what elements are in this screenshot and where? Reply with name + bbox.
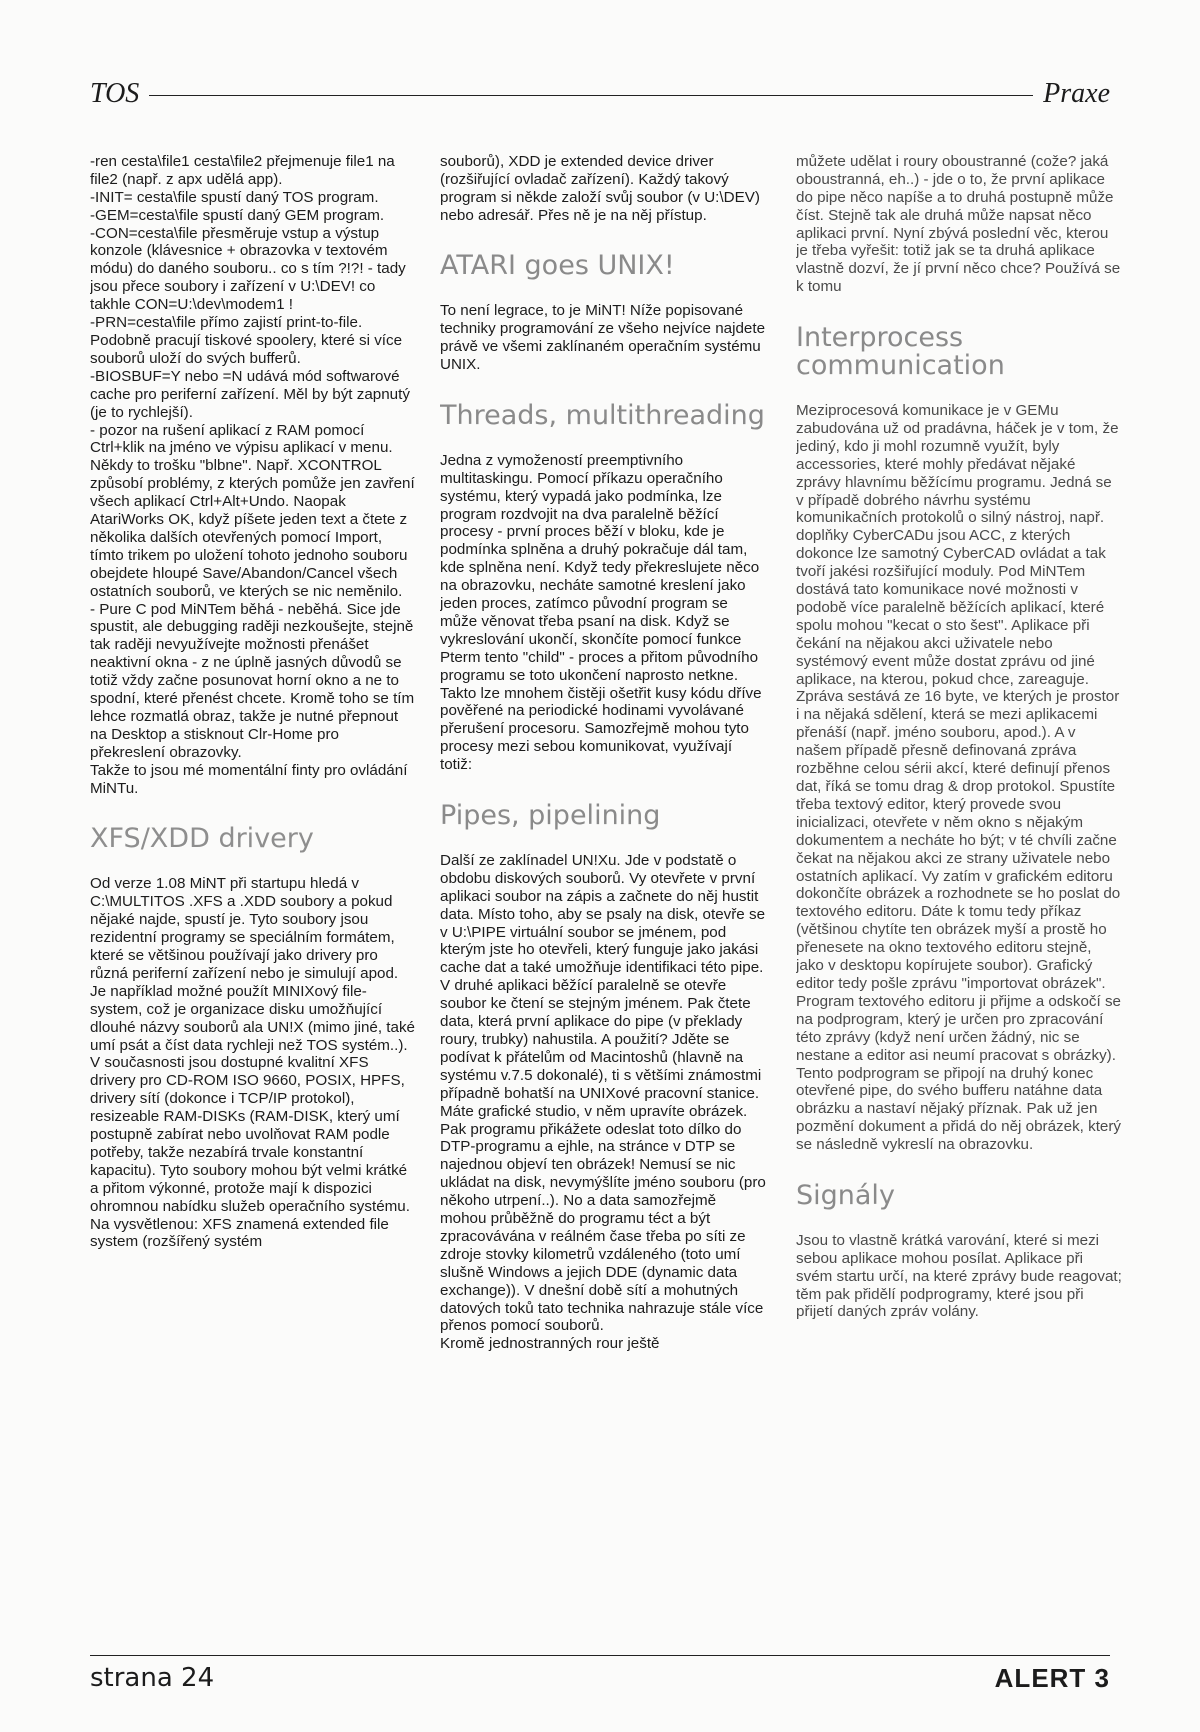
paragraph: To není legrace, to je MiNT! Níže popisované techniky programování ze všeho nejvíce najdete právě ve všemi zaklínaném operačním systému UNIX. (440, 302, 766, 374)
paragraph: můžete udělat i roury oboustranné (cože? jaká oboustranná, eh..) - jde o to, že první aplikace do pipe něco napíše a to druhá postupně může číst. Stejně tak ale druhá může napsat něco aplikaci první. Nyní zbývá poslední věc, kterou je třeba vyřešit: totiž jak se ta druhá aplikace vlastně dozví, že jí první něco chce? Používá se k tomu (796, 152, 1121, 296)
paragraph: Meziprocesová komunikace je v GEMu zabudována už od pradávna, háček je v tom, že jediný, kdo ji mohl rozumně využít, byly accessories, které mohly předávat nějaké zprávy hlavnímu běžícímu programu. Jedná se v případě dobrého návrhu systému komunikačních protokolů o silný nástroj, např. doplňky CyberCADu jsou ACC, z kterých dokonce lze samotný CyberCAD ovládat a tak tvoří jakési rozšiřující moduly. Pod MiNTem dostává tato komunikace nové možnosti v podobě více paralelně běžících aplikací, které spolu mohou "kecat o sto šest". Aplikace při čekání na nějakou akci uživatele nebo systémový event může dostat zprávu od jiné aplikace, na kterou, pokud chce, zareaguje. Zpráva sestává ze 16 byte, ve kterých je prostor i na nějaká sdělení, která se mezi aplikacemi přenáší (např. jméno souboru, apod.). A v našem případě přesně definovaná zpráva rozběhne celou sérii akcí, které definují přenos dat, říká se tomu drag & drop protokol. Spustíte třeba textový editor, který provede svou inicializaci, otevřete v něm okno s nějakým dokumentem a necháte ho být; v té chvíli začne čekat na nějakou akci ze strany uživatele nebo ostatních aplikací. Vy zatím v grafickém editoru dokončíte obrázek a rozhodnete se ho poslat do textového editoru. Dáte k tomu tedy příkaz (většinou chytíte ten obrázek myší a prostě ho přenesete na okno textového editoru stejně, jako v desktopu kopírujete soubor). Grafický editor tedy pošle zprávu "importovat obrázek". Program textového editoru ji přijme a odskočí se na podprogram, který je určen pro zpracování této zprávy (když není určen žádný, nic se nestane a editor asi neumí pracovat s obrázky). Tento podprogram se připojí na druhý konec otevřené pipe, do svého bufferu natáhne data obrázku a nastaví nějaký příznak. Pak už jen pozmění dokument a přidá do něj obrázek, který se následně vykreslí na obrazovku. (796, 401, 1122, 1154)
footer-rule (90, 1655, 1110, 1656)
page-number: strana 24 (90, 1663, 215, 1693)
heading-signals: Signály (796, 1179, 895, 1211)
heading-atari-unix: ATARI goes UNIX! (440, 250, 675, 282)
heading-interprocess: Interprocess communication (796, 322, 1005, 382)
column-1 (90, 135, 416, 1635)
page-header (90, 74, 1110, 114)
paragraph: souborů), XDD je extended device driver (rozšiřující ovladač zařízení). Každý takový program si někde založí svůj soubor (v U:\DEV) nebo adresář. Přes ně je na něj přístup. (440, 152, 760, 224)
magazine-name: ALERT 3 (994, 1663, 1110, 1693)
header-rule (90, 95, 1110, 96)
heading-threads: Threads, multithreading (440, 399, 765, 431)
paragraph: Jedna z vymožeností preemptivního multitaskingu. Pomocí příkazu operačního systému, který vypadá jako podmínka, lze program rozdvojit na dva paralelně běžící procesy - první proces běží v bloku, kde je podmínka splněna a druhý pokračuje dál tam, kde splněna není. Když tedy překreslujete něco na obrazovku, necháte samotné kreslení jako jeden proces, zatímco původní program se může věnovat třeba psaní na disk. Když se vykreslování ukončí, skončíte pomocí funkce Pterm tento "child" - proces a přitom původního programu se toto ukončení naprosto netkne. Takto lze mnohem čistěji ošetřit kusy kódu dříve pověřené na periodické hodinami vyvolávané přerušení procesoru. Samozřejmě mohou tyto procesy mezi sebou komunikovat, využívají totiž: (440, 451, 762, 774)
paragraph: Jsou to vlastně krátká varování, které si mezi sebou aplikace mohou posílat. Aplikace při svém startu určí, na které zprávy bude reagovat; těm pak přidělí podprogramy, které jsou při přijetí daných zpráv volány. (796, 1231, 1122, 1321)
paragraph: -ren cesta\file1 cesta\file2 přejmenuje file1 na file2 (např. z apx udělá app). -INIT= cesta\file spustí daný TOS program. -GEM=cesta\file spustí daný GEM program. -CON=cesta\file přesměruje vstup a výstup konzole (klávesnice + obrazovka v textovém módu) do daného souboru.. co s tím ?!?! - tady jsou přece soubory i zařízení v U:\DEV! co takhle CON=U:\dev\modem1 ! -PRN=cesta\file přímo zajistí print-to-file. Podobně pracují tiskové spoolery, které si více souborů uloží do svých bufferů. -BIOSBUF=Y nebo =N udává mód softwarové cache pro periferní zařízení. Měl by být zapnutý (je to rychlejší). - pozor na rušení aplikací z RAM pomocí Ctrl+klik na jméno ve výpisu aplikací v menu. Někdy to trošku "blbne". Např. XCONTROL způsobí problémy, z kterých pomůže jen zavření všech aplikací Ctrl+Alt+Undo. Naopak AtariWorks OK, když píšete jeden text a čtete z několika dalších otevřených pomocí Import, tímto trikem po uložení tohoto jednoho souboru obejdete hloupé Save/Abandon/Cancel všech ostatních souborů, ve kterých se nic neměnilo. - Pure C pod MiNTem běhá - neběhá. Sice jde spustit, ale debugging raději nezkoušejte, stejně tak raději nevyužívejte možnosti přenášet neaktivní okna - z ne úplně jasných důvodů se totiž vždy začne posunovat horní okno a ne to spodní, které přenést chcete. Kromě toho se tím lehce rozmatlá obraz, takže je nutné přepnout na Desktop a stisknout Clr-Home pro překreslení obrazovky. Takže to jsou mé momentální finty pro ovládání MiNTu. (90, 152, 415, 797)
category-name: Praxe (1033, 74, 1110, 114)
column-3 (796, 135, 1122, 1635)
paragraph: Od verze 1.08 MiNT při startupu hledá v C:\MULTITOS .XFS a .XDD soubory a pokud nějaké najde, spustí je. Tyto soubory jsou rezidentní programy se speciálním formátem, které se většinou používají jako drivery pro různá periferní zařízení nebo je simulují apod. Je například možné použít MINIXový file-system, což je organizace disku umožňující dlouhé názvy souborů ala UN!X (mimo jiné, také umí psát a číst data rychleji než TOS systém..). V současnosti jsou dostupné kvalitní XFS drivery pro CD-ROM ISO 9660, POSIX, HPFS, drivery sítí (dokonce i TCP/IP protokol), resizeable RAM-DISKs (RAM-DISK, který umí postupně zabírat nebo uvolňovat RAM podle potřeby, takže nezabírá trvale konstantní kapacitu). Tyto soubory mohou být velmi krátké a přitom výkonné, protože mají k dispozici ohromnou nabídku služeb operačního systému. Na vysvětlenou: XFS znamená extended file system (rozšířený systém (90, 875, 416, 1251)
section-name: TOS (90, 74, 149, 114)
paragraph: Další ze zaklínadel UN!Xu. Jde v podstatě o obdobu diskových souborů. Vy otevřete v první aplikaci soubor na zápis a začnete do něj hustit data. Místo toho, aby se psaly na disk, otevře se v U:\PIPE virtuální soubor se jménem, pod kterým jste ho otevřeli, který funguje jako jakási cache dat a také umožňuje identifikaci této pipe. V druhé aplikaci běžící paralelně se otevře soubor ke čtení se stejným jménem. Pak čtete data, která první aplikace do pipe (v překlady roury, trubky) nahustila. A použití? Jděte se podívat k přátelům od Macintoshů (hlavně na systému v.7.5 dokonalé), ti s většími známostmi případně bohatší na UNIXové pracovní stanice. Máte grafické studio, v něm upravíte obrázek. Pak programu přikážete odeslat toto dílko do DTP-programu a ejhle, na stránce v DTP se najednou objeví ten obrázek! Nemusí se nic ukládat na disk, nevymýšlíte jméno souboru (pro někoho utrpení..). No a data samozřejmě mohou průběžně do programu téct a být zpracovávána v reálném čase třeba po síti ze zdroje stovky kilometrů vzdáleného (toto umí slušně Windows a jejich DDE (dynamic data exchange)). V dnešní době sítí a mohutných datových toků tato technika nahrazuje stále více přenos pomocí souborů. Kromě jednostranných rour ještě (440, 851, 766, 1353)
column-2 (440, 135, 766, 1635)
heading-pipes: Pipes, pipelining (440, 800, 661, 831)
heading-xfs-xdd: XFS/XDD drivery (90, 823, 314, 855)
